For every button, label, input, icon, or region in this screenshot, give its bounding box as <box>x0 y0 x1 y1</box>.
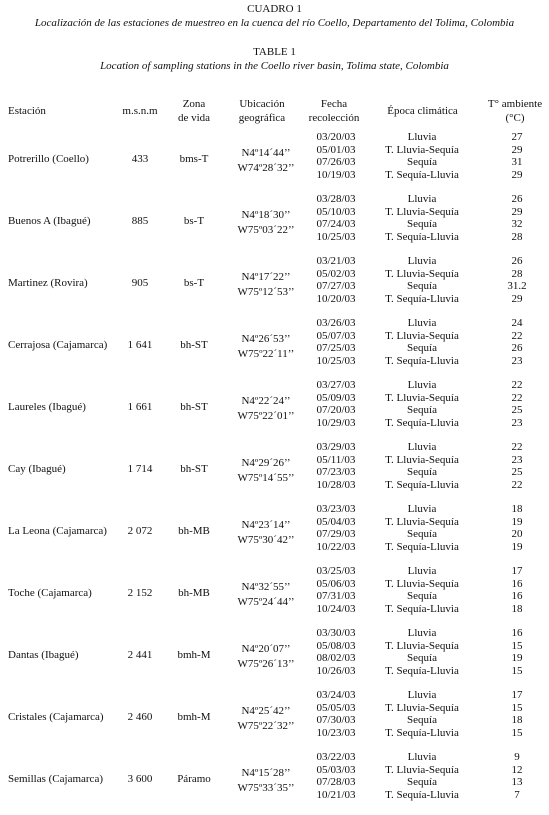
latitude: N4º14´44’’ <box>241 147 291 159</box>
life-zone: bh-ST <box>180 339 208 351</box>
collection-date: 10/20/03 <box>316 292 356 305</box>
life-zone: bh-ST <box>180 401 208 413</box>
collection-date: 10/21/03 <box>316 788 356 801</box>
header-temperatura <box>482 97 548 125</box>
collection-date: 03/23/03 <box>316 503 356 515</box>
geographic-location <box>226 394 306 424</box>
collection-date: 05/06/03 <box>316 577 356 590</box>
collection-date-column <box>308 193 364 243</box>
collection-date: 05/08/03 <box>316 639 356 652</box>
collection-date: 07/30/03 <box>316 714 356 727</box>
collection-date: 05/04/03 <box>316 515 356 528</box>
ambient-temperature: 22 <box>511 478 523 491</box>
station-altitude: 433 <box>131 153 149 165</box>
ambient-temperature: 29 <box>511 205 523 218</box>
longitude: W75º03´22’’ <box>237 224 295 236</box>
climatic-season: T. Lluvia-Sequía <box>385 329 459 342</box>
latitude: N4º20´07’’ <box>241 643 291 655</box>
collection-date-column <box>308 689 364 739</box>
collection-date: 03/22/03 <box>316 751 356 763</box>
station-name: Buenos A (Ibagué) <box>8 215 91 227</box>
collection-date-column <box>308 317 364 367</box>
climatic-season-column <box>372 751 472 801</box>
collection-date: 03/21/03 <box>316 255 356 267</box>
ambient-temperature: 26 <box>511 255 523 267</box>
collection-date: 07/31/03 <box>316 590 356 603</box>
collection-date: 03/24/03 <box>316 689 356 701</box>
climatic-season: T. Lluvia-Sequía <box>385 453 459 466</box>
climatic-season: T. Lluvia-Sequía <box>385 701 459 714</box>
header-fecha-line2: recolección <box>308 112 360 124</box>
collection-date: 07/26/03 <box>316 156 356 169</box>
ambient-temperature: 28 <box>511 267 523 280</box>
ambient-temperature-column <box>500 441 534 491</box>
collection-date: 03/26/03 <box>316 317 356 329</box>
ambient-temperature: 17 <box>511 565 523 577</box>
climatic-season: Lluvia <box>407 627 437 639</box>
station-name: Toche (Cajamarca) <box>8 587 92 599</box>
ambient-temperature: 28 <box>511 230 523 243</box>
table-row <box>0 564 549 626</box>
ambient-temperature: 29 <box>511 168 523 181</box>
station-name: Cerrajosa (Cajamarca) <box>8 339 108 351</box>
climatic-season: Lluvia <box>407 379 437 391</box>
caption-label-es: CUADRO 1 <box>247 3 302 15</box>
life-zone: bmh-M <box>177 649 211 661</box>
latitude: N4º18´30’’ <box>241 209 291 221</box>
longitude: W74º28´32’’ <box>237 162 295 174</box>
ambient-temperature: 23 <box>511 416 523 429</box>
collection-date-column <box>308 627 364 677</box>
longitude: W75º33´35’’ <box>237 782 295 794</box>
climatic-season: Sequía <box>407 404 437 417</box>
geographic-location <box>226 270 306 300</box>
collection-date: 03/29/03 <box>316 441 356 453</box>
collection-date-column <box>308 565 364 615</box>
life-zone: bh-MB <box>178 587 210 599</box>
geographic-location <box>226 456 306 486</box>
climatic-season: T. Lluvia-Sequía <box>385 763 459 776</box>
ambient-temperature: 7 <box>514 788 520 801</box>
ambient-temperature: 20 <box>511 528 523 541</box>
station-name: Laureles (Ibagué) <box>8 401 86 413</box>
climatic-season-column <box>372 317 472 367</box>
collection-date: 10/29/03 <box>316 416 356 429</box>
latitude: N4º15´28’’ <box>241 767 291 779</box>
climatic-season: Lluvia <box>407 317 437 329</box>
geographic-location <box>226 146 306 176</box>
climatic-season: T. Sequía-Lluvia <box>385 788 459 801</box>
table-row <box>0 254 549 316</box>
climatic-season: T. Lluvia-Sequía <box>385 143 459 156</box>
longitude: W75º26´13’’ <box>237 658 295 670</box>
ambient-temperature-column <box>500 317 534 367</box>
station-altitude: 905 <box>131 277 149 289</box>
ambient-temperature: 18 <box>511 503 523 515</box>
ambient-temperature-column <box>500 379 534 429</box>
header-temperatura-line2: (°C) <box>505 112 525 124</box>
ambient-temperature: 29 <box>511 292 523 305</box>
station-altitude: 3 600 <box>127 773 153 785</box>
climatic-season: Sequía <box>407 218 437 231</box>
collection-date-column <box>308 441 364 491</box>
ambient-temperature: 16 <box>511 590 523 603</box>
header-ubicacion <box>223 97 301 125</box>
collection-date: 10/19/03 <box>316 168 356 181</box>
ambient-temperature: 13 <box>511 776 523 789</box>
longitude: W75º30´42’’ <box>237 534 295 546</box>
climatic-season: Sequía <box>407 280 437 293</box>
climatic-season: T. Lluvia-Sequía <box>385 515 459 528</box>
ambient-temperature: 22 <box>511 441 523 453</box>
collection-date: 07/20/03 <box>316 404 356 417</box>
longitude: W75º14´55’’ <box>237 472 295 484</box>
ambient-temperature: 25 <box>511 466 523 479</box>
collection-date: 10/23/03 <box>316 726 356 739</box>
latitude: N4º17´22’’ <box>241 271 291 283</box>
geographic-location <box>226 642 306 672</box>
longitude: W75º24´44’’ <box>237 596 295 608</box>
life-zone: bs-T <box>183 215 205 227</box>
climatic-season: T. Lluvia-Sequía <box>385 577 459 590</box>
climatic-season: Sequía <box>407 590 437 603</box>
ambient-temperature: 18 <box>511 602 523 615</box>
geographic-location <box>226 704 306 734</box>
climatic-season-column <box>372 565 472 615</box>
station-name: Dantas (Ibagué) <box>8 649 79 661</box>
collection-date: 10/25/03 <box>316 354 356 367</box>
geographic-location <box>226 332 306 362</box>
climatic-season: Sequía <box>407 342 437 355</box>
ambient-temperature: 19 <box>511 652 523 665</box>
climatic-season: Sequía <box>407 528 437 541</box>
life-zone: bms-T <box>179 153 209 165</box>
climatic-season: Lluvia <box>407 441 437 453</box>
collection-date: 05/03/03 <box>316 763 356 776</box>
ambient-temperature: 26 <box>511 193 523 205</box>
longitude: W75º22´11’’ <box>237 348 295 360</box>
ambient-temperature: 23 <box>511 453 523 466</box>
ambient-temperature-column <box>500 751 534 801</box>
ambient-temperature-column <box>500 193 534 243</box>
caption-title-en: Location of sampling stations in the Coello river basin, Tolima state, Colombia <box>100 60 449 72</box>
climatic-season: T. Sequía-Lluvia <box>385 230 459 243</box>
table-body <box>0 130 549 812</box>
table-row <box>0 688 549 750</box>
climatic-season-column <box>372 193 472 243</box>
station-name: Cay (Ibagué) <box>8 463 66 475</box>
climatic-season: T. Sequía-Lluvia <box>385 664 459 677</box>
ambient-temperature: 22 <box>511 329 523 342</box>
header-epoca: Época climática <box>387 105 458 117</box>
table-row <box>0 626 549 688</box>
climatic-season: T. Sequía-Lluvia <box>385 416 459 429</box>
climatic-season: T. Sequía-Lluvia <box>385 478 459 491</box>
station-altitude: 1 661 <box>127 401 153 413</box>
climatic-season: Sequía <box>407 466 437 479</box>
collection-date: 03/28/03 <box>316 193 356 205</box>
ambient-temperature: 15 <box>511 726 523 739</box>
climatic-season: Lluvia <box>407 255 437 267</box>
latitude: N4º29´26’’ <box>241 457 291 469</box>
ambient-temperature-column <box>500 131 534 181</box>
longitude: W75º12´53’’ <box>237 286 295 298</box>
ambient-temperature: 15 <box>511 701 523 714</box>
collection-date-column <box>308 131 364 181</box>
caption-title-es: Localización de las estaciones de muestreo en la cuenca del río Coello, Departamento del Tolima, Colombia <box>34 17 515 29</box>
ambient-temperature: 31.2 <box>507 280 527 293</box>
collection-date-column <box>308 379 364 429</box>
ambient-temperature-column <box>500 689 534 739</box>
climatic-season: T. Sequía-Lluvia <box>385 726 459 739</box>
collection-date: 07/24/03 <box>316 218 356 231</box>
station-altitude: 2 152 <box>127 587 153 599</box>
ambient-temperature-column <box>500 503 534 553</box>
climatic-season: T. Lluvia-Sequía <box>385 267 459 280</box>
latitude: N4º25´42’’ <box>241 705 291 717</box>
caption-label-en: TABLE 1 <box>253 46 296 58</box>
header-temperatura-line1: T° ambiente <box>487 98 543 110</box>
ambient-temperature-column <box>500 565 534 615</box>
collection-date-column <box>308 751 364 801</box>
ambient-temperature: 26 <box>511 342 523 355</box>
ambient-temperature: 19 <box>511 540 523 553</box>
ambient-temperature-column <box>500 627 534 677</box>
ambient-temperature: 24 <box>511 317 523 329</box>
climatic-season: Lluvia <box>407 503 437 515</box>
climatic-season: Sequía <box>407 776 437 789</box>
header-fecha <box>306 97 362 125</box>
climatic-season-column <box>372 627 472 677</box>
collection-date: 03/20/03 <box>316 131 356 143</box>
collection-date: 03/25/03 <box>316 565 356 577</box>
ambient-temperature: 16 <box>511 577 523 590</box>
collection-date: 05/09/03 <box>316 391 356 404</box>
header-estacion: Estación <box>8 105 46 117</box>
collection-date: 07/27/03 <box>316 280 356 293</box>
station-altitude: 1 641 <box>127 339 153 351</box>
header-fecha-line1: Fecha <box>320 98 348 110</box>
collection-date: 10/22/03 <box>316 540 356 553</box>
geographic-location <box>226 208 306 238</box>
ambient-temperature: 27 <box>511 131 523 143</box>
header-ubicacion-line1: Ubicación <box>239 98 285 110</box>
collection-date: 10/26/03 <box>316 664 356 677</box>
climatic-season: Lluvia <box>407 193 437 205</box>
climatic-season: Lluvia <box>407 689 437 701</box>
header-ubicacion-line2: geográfica <box>238 112 286 124</box>
climatic-season-column <box>372 255 472 305</box>
longitude: W75º22´32’’ <box>237 720 295 732</box>
ambient-temperature: 25 <box>511 404 523 417</box>
station-name: Semillas (Cajamarca) <box>8 773 103 785</box>
table-row <box>0 502 549 564</box>
latitude: N4º22´24’’ <box>241 395 291 407</box>
station-name: Martinez (Rovira) <box>8 277 88 289</box>
climatic-season: T. Sequía-Lluvia <box>385 354 459 367</box>
latitude: N4º23´14’’ <box>241 519 291 531</box>
ambient-temperature: 18 <box>511 714 523 727</box>
climatic-season-column <box>372 689 472 739</box>
climatic-season: T. Lluvia-Sequía <box>385 205 459 218</box>
station-altitude: 2 460 <box>127 711 153 723</box>
climatic-season-column <box>372 379 472 429</box>
collection-date-column <box>308 255 364 305</box>
climatic-season: T. Sequía-Lluvia <box>385 602 459 615</box>
ambient-temperature: 17 <box>511 689 523 701</box>
table-row <box>0 192 549 254</box>
header-zona-line1: Zona <box>182 98 206 110</box>
ambient-temperature: 9 <box>514 751 520 763</box>
collection-date-column <box>308 503 364 553</box>
collection-date: 05/11/03 <box>316 453 356 466</box>
collection-date: 07/25/03 <box>316 342 356 355</box>
header-zona-line2: de vida <box>177 112 211 124</box>
station-altitude: 1 714 <box>127 463 153 475</box>
station-name: La Leona (Cajamarca) <box>8 525 107 537</box>
table-row <box>0 440 549 502</box>
climatic-season: T. Sequía-Lluvia <box>385 540 459 553</box>
station-name: Potrerillo (Coello) <box>8 153 89 165</box>
climatic-season: T. Sequía-Lluvia <box>385 292 459 305</box>
ambient-temperature: 16 <box>511 627 523 639</box>
latitude: N4º32´55’’ <box>241 581 291 593</box>
ambient-temperature: 22 <box>511 379 523 391</box>
latitude: N4º26´53’’ <box>241 333 291 345</box>
life-zone: bh-MB <box>178 525 210 537</box>
ambient-temperature: 29 <box>511 143 523 156</box>
geographic-location <box>226 766 306 796</box>
station-name: Cristales (Cajamarca) <box>8 711 104 723</box>
table-row <box>0 750 549 812</box>
ambient-temperature: 15 <box>511 664 523 677</box>
climatic-season: Lluvia <box>407 131 437 143</box>
life-zone: bmh-M <box>177 711 211 723</box>
collection-date: 08/02/03 <box>316 652 356 665</box>
climatic-season-column <box>372 131 472 181</box>
collection-date: 07/23/03 <box>316 466 356 479</box>
collection-date: 10/24/03 <box>316 602 356 615</box>
climatic-season: T. Sequía-Lluvia <box>385 168 459 181</box>
climatic-season: Lluvia <box>407 751 437 763</box>
life-zone: bs-T <box>183 277 205 289</box>
climatic-season-column <box>372 441 472 491</box>
climatic-season: T. Lluvia-Sequía <box>385 391 459 404</box>
table-row <box>0 130 549 192</box>
station-altitude: 885 <box>131 215 149 227</box>
collection-date: 10/28/03 <box>316 478 356 491</box>
collection-date: 05/05/03 <box>316 701 356 714</box>
ambient-temperature: 22 <box>511 391 523 404</box>
collection-date: 05/02/03 <box>316 267 356 280</box>
life-zone: bh-ST <box>180 463 208 475</box>
ambient-temperature: 32 <box>511 218 523 231</box>
collection-date: 07/29/03 <box>316 528 356 541</box>
ambient-temperature-column <box>500 255 534 305</box>
table-row <box>0 316 549 378</box>
climatic-season: T. Lluvia-Sequía <box>385 639 459 652</box>
table-row <box>0 378 549 440</box>
climatic-season: Sequía <box>407 156 437 169</box>
ambient-temperature: 12 <box>511 763 523 776</box>
climatic-season: Sequía <box>407 714 437 727</box>
ambient-temperature: 15 <box>511 639 523 652</box>
collection-date: 10/25/03 <box>316 230 356 243</box>
climatic-season: Sequía <box>407 652 437 665</box>
collection-date: 05/07/03 <box>316 329 356 342</box>
collection-date: 05/01/03 <box>316 143 356 156</box>
climatic-season: Lluvia <box>407 565 437 577</box>
longitude: W75º22´01’’ <box>237 410 295 422</box>
station-altitude: 2 441 <box>127 649 153 661</box>
collection-date: 07/28/03 <box>316 776 356 789</box>
collection-date: 05/10/03 <box>316 205 356 218</box>
station-altitude: 2 072 <box>127 525 153 537</box>
life-zone: Páramo <box>177 773 211 785</box>
ambient-temperature: 19 <box>511 515 523 528</box>
header-msnm: m.s.n.m <box>122 105 158 117</box>
ambient-temperature: 31 <box>511 156 523 169</box>
header-zona <box>168 97 220 125</box>
climatic-season-column <box>372 503 472 553</box>
geographic-location <box>226 518 306 548</box>
collection-date: 03/30/03 <box>316 627 356 639</box>
collection-date: 03/27/03 <box>316 379 356 391</box>
ambient-temperature: 23 <box>511 354 523 367</box>
geographic-location <box>226 580 306 610</box>
